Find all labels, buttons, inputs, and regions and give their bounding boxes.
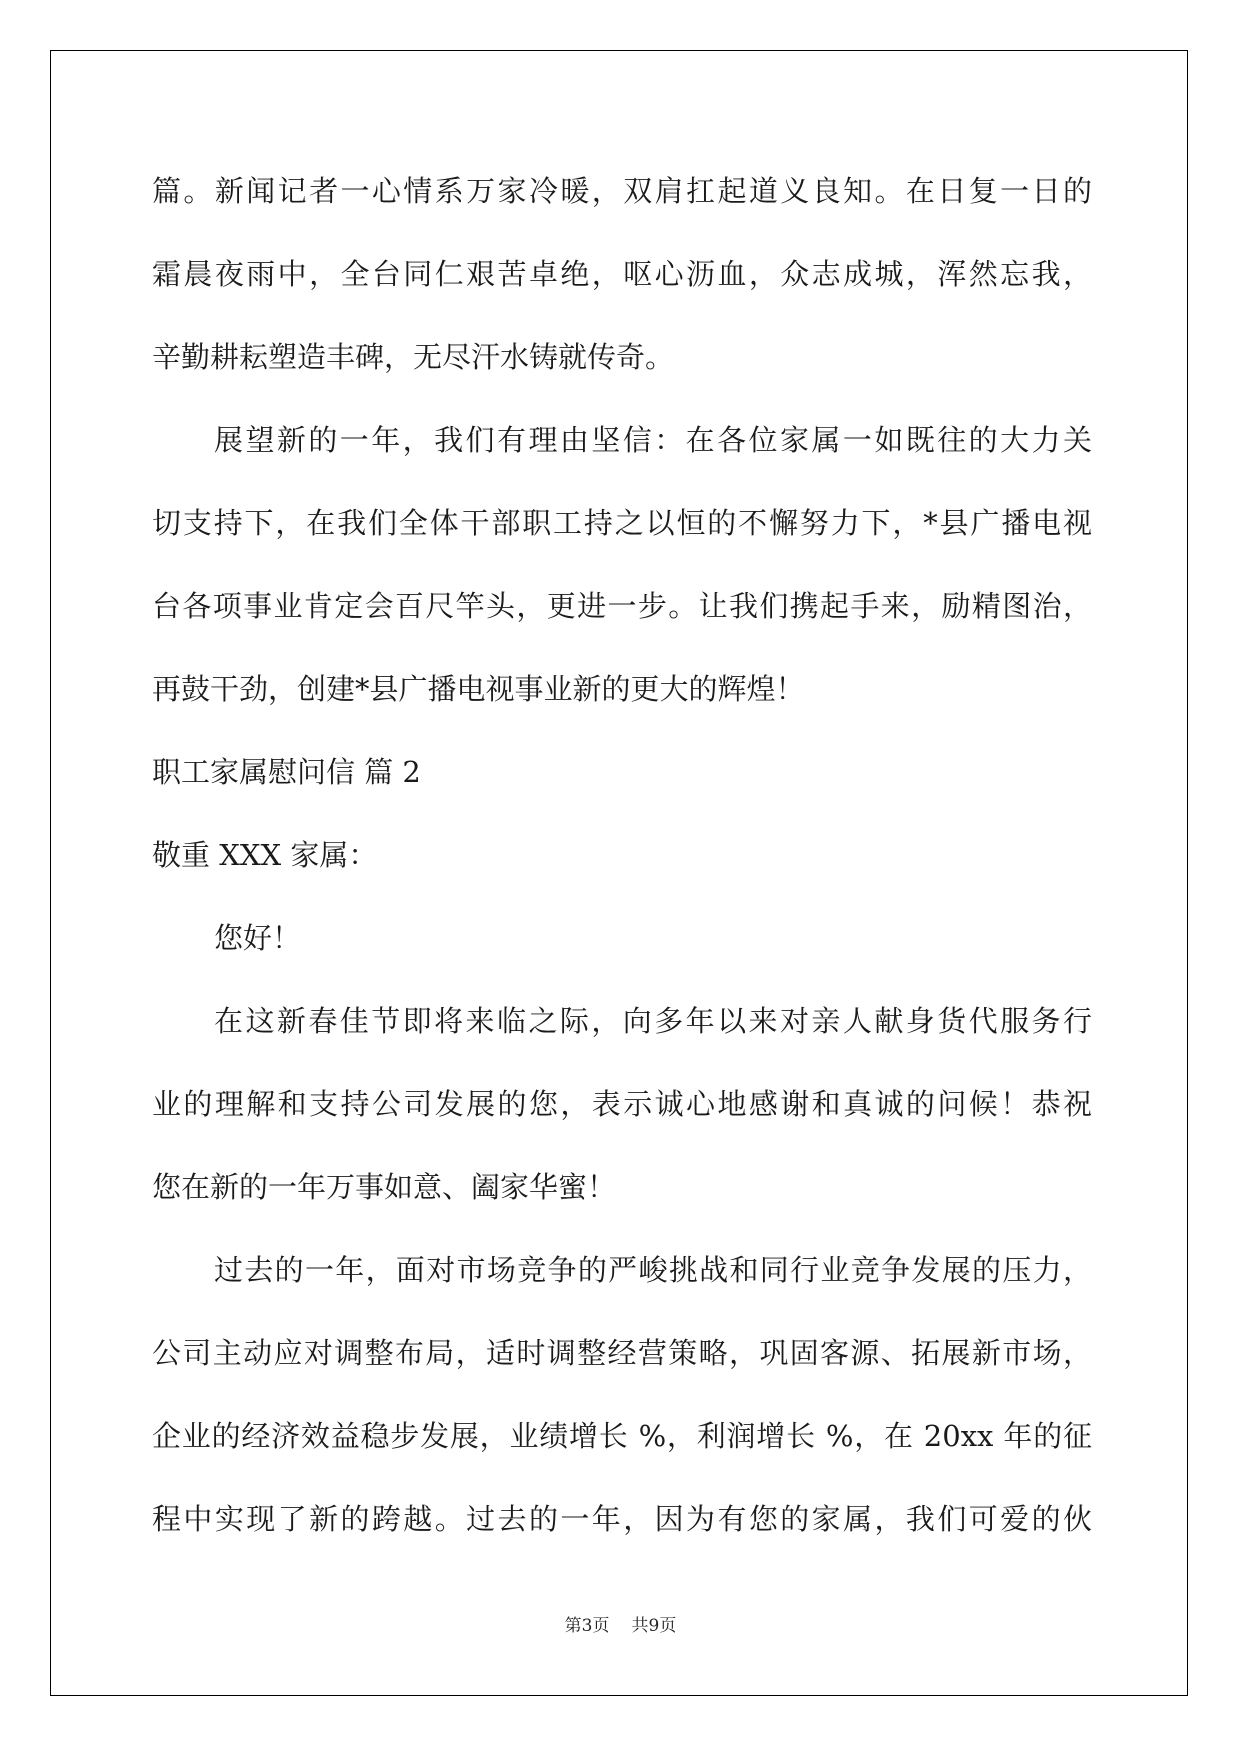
text-line: 辛勤耕耘塑造丰碑，无尽汗水铸就传奇。 [152,340,675,374]
greeting: 您好！ [214,921,302,955]
text-line: 公司主动应对调整布局，适时调整经营策略，巩固客源、拓展新市场， [152,1336,1092,1370]
text-line: 您在新的一年万事如意、阖家华蜜！ [152,1170,617,1204]
paragraph-start-line: 在这新春佳节即将来临之际，向多年以来对亲人献身货代服务行 [214,1004,1092,1038]
paragraph-start-line: 展望新的一年，我们有理由坚信：在各位家属一如既往的大力关 [214,423,1092,457]
text-line: 业的理解和支持公司发展的您，表示诚心地感谢和真诚的问候！恭祝 [152,1087,1092,1121]
salutation: 敬重 XXX 家属： [152,838,378,872]
text-line: 程中实现了新的跨越。过去的一年，因为有您的家属，我们可爱的伙 [152,1502,1092,1536]
section-heading: 职工家属慰问信 篇 2 [152,755,421,789]
paragraph-start-line: 过去的一年，面对市场竞争的严峻挑战和同行业竞争发展的压力， [214,1253,1092,1287]
text-line: 台各项事业肯定会百尺竿头，更进一步。让我们携起手来，励精图治， [152,589,1092,623]
text-line: 霜晨夜雨中，全台同仁艰苦卓绝，呕心沥血，众志成城，浑然忘我， [152,257,1092,291]
page-total: 共9页 [631,1616,677,1636]
text-line: 再鼓干劲，创建*县广播电视事业新的更大的辉煌！ [152,672,805,706]
document-body [152,150,1092,1561]
page-number: 第3页 [564,1616,610,1636]
page-footer [0,1611,1241,1636]
text-line: 篇。新闻记者一心情系万家冷暖，双肩扛起道义良知。在日复一日的 [152,174,1092,208]
text-line: 企业的经济效益稳步发展，业绩增长 %，利润增长 %，在 20xx 年的征 [152,1419,1092,1453]
text-line: 切支持下，在我们全体干部职工持之以恒的不懈努力下，*县广播电视 [152,506,1092,540]
